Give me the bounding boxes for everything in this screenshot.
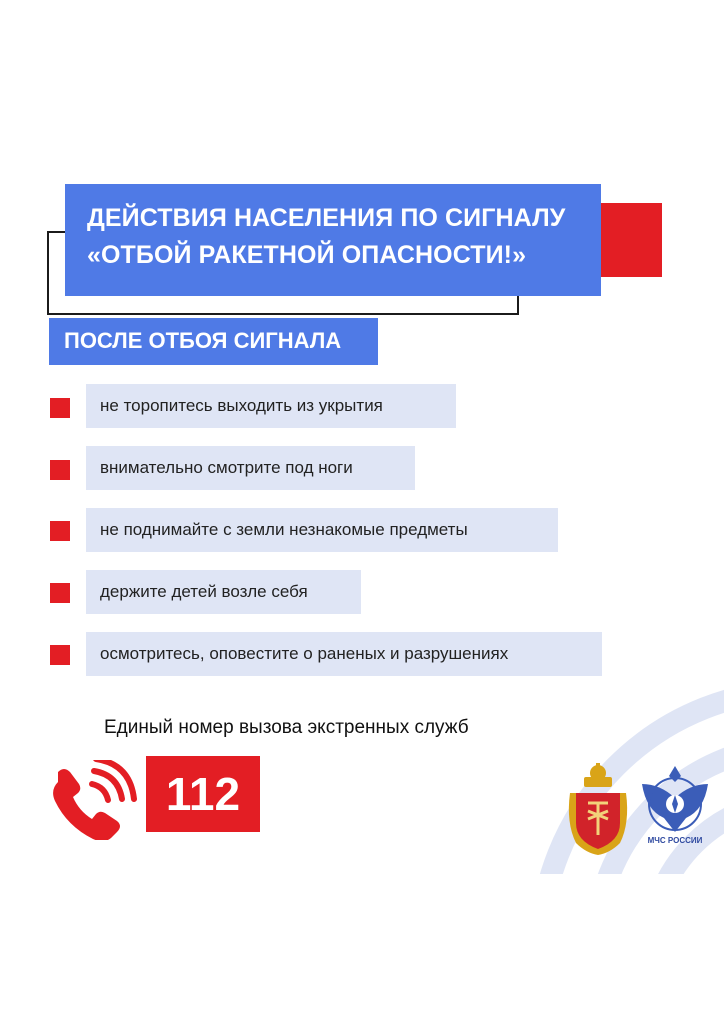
title-red-accent — [597, 203, 662, 277]
tula-coat-of-arms-icon — [566, 763, 630, 855]
bullet-marker — [50, 398, 70, 418]
list-item: осмотритесь, оповестите о раненых и разрушениях — [86, 632, 602, 676]
section-subtitle: ПОСЛЕ ОТБОЯ СИГНАЛА — [49, 318, 378, 365]
emergency-services-text: Единый номер вызова экстренных служб — [104, 717, 469, 738]
bullet-marker — [50, 645, 70, 665]
title-line-1: ДЕЙСТВИЯ НАСЕЛЕНИЯ ПО СИГНАЛУ — [87, 204, 566, 232]
list-item: не торопитесь выходить из укрытия — [86, 384, 456, 428]
list-item: держите детей возле себя — [86, 570, 361, 614]
page-title — [65, 184, 601, 296]
emergency-number: 112 — [146, 756, 260, 832]
list-item: не поднимайте с земли незнакомые предметы — [86, 508, 558, 552]
bullet-marker — [50, 460, 70, 480]
bullet-marker — [50, 583, 70, 603]
phone-icon — [48, 760, 138, 840]
mchs-caption: МЧС РОССИИ — [647, 836, 703, 845]
title-line-2: «ОТБОЙ РАКЕТНОЙ ОПАСНОСТИ!» — [87, 241, 527, 269]
list-item: внимательно смотрите под ноги — [86, 446, 415, 490]
bullet-marker — [50, 521, 70, 541]
